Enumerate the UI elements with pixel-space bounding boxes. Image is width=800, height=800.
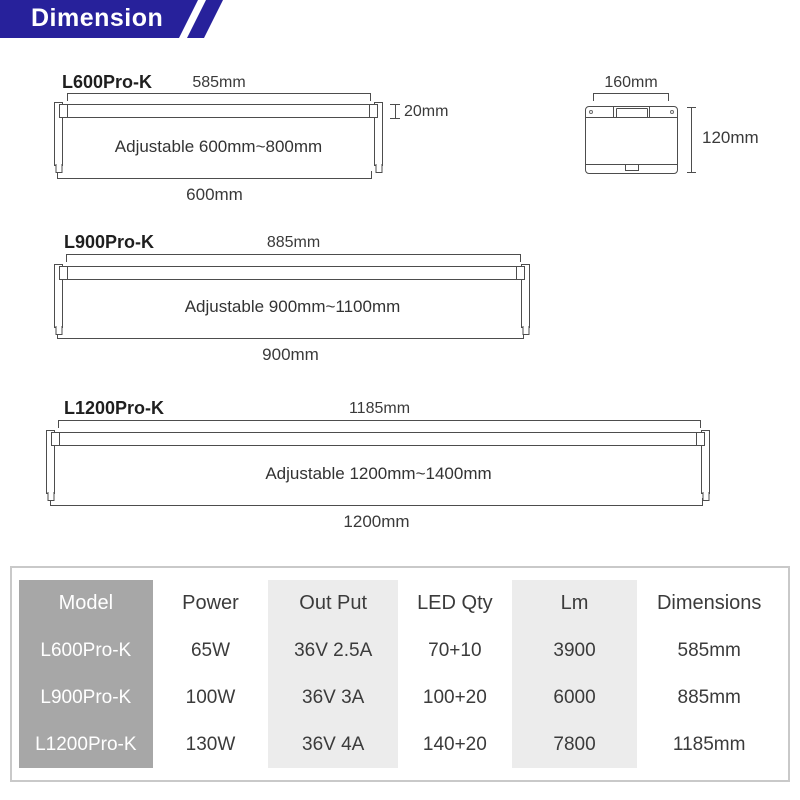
height-marker [390,104,400,119]
side-height-dimension-line [691,107,692,173]
page-title: Dimension [31,4,164,32]
table-cell-lm: 3900 [512,627,638,674]
table-header-model: Model [19,580,153,627]
model-label: L900Pro-K [64,232,155,252]
bottom-dimension-line [57,178,372,179]
table-cell-power: 65W [190,639,231,661]
table-cell-dimensions: 1185mm [672,733,746,755]
table-header-led-qty: LED Qty [417,592,493,614]
side-view-top-strip [586,107,677,118]
adjustable-range-label: Adjustable 1200mm~1400mm [265,464,492,483]
body-length-label: 1185mm [348,400,411,417]
side-view-bottom-strip [586,164,677,173]
table-cell-power: 130W [185,733,236,755]
table-cell-led-qty: 100+20 [422,686,487,708]
side-height-label: 120mm [702,128,759,147]
table-header-power: Power [182,592,239,614]
body-length-label: 885mm [266,234,321,251]
outer-length-label: 900mm [262,345,319,364]
table-cell-output: 36V 2.5A [268,627,398,674]
adjustable-range-label: Adjustable 600mm~800mm [114,137,323,156]
table-cell-model: L600Pro-K [19,627,153,674]
outer-length-label: 1200mm [343,512,410,531]
outer-length-label: 600mm [186,185,243,204]
table-cell-dimensions: 585mm [677,639,741,661]
top-dimension-line [66,254,521,255]
adjustable-range-label: Adjustable 900mm~1100mm [184,297,401,316]
body-length-label: 585mm [192,74,246,91]
lamp-body [59,266,525,280]
table-cell-output: 36V 4A [268,721,398,768]
table-cell-model: L1200Pro-K [19,721,153,768]
table-cell-power: 100W [185,686,236,708]
table-cell-led-qty: 140+20 [422,733,487,755]
bottom-dimension-line [57,338,524,339]
screw-hole-left [589,110,593,114]
spec-table-grid [19,580,781,768]
top-dimension-line [58,420,701,421]
side-view-body [585,106,678,174]
screw-hole-right [670,110,674,114]
height-label: 20mm [404,103,449,120]
model-label: L1200Pro-K [64,398,165,418]
table-header-output: Out Put [268,580,398,627]
model-label: L600Pro-K [62,72,153,92]
table-cell-model: L900Pro-K [19,674,153,721]
top-dimension-line [67,93,371,94]
spec-table [10,566,790,782]
side-width-dimension-line [593,93,669,94]
table-cell-output: 36V 3A [268,674,398,721]
table-cell-lm: 7800 [512,721,638,768]
table-cell-lm: 6000 [512,674,638,721]
side-view-top-mount [616,108,648,118]
lamp-body [59,104,378,118]
table-cell-dimensions: 885mm [677,686,741,708]
bottom-dimension-line [50,505,703,506]
table-header-lm: Lm [512,580,638,627]
side-width-label: 160mm [604,74,658,91]
table-header-dimensions: Dimensions [656,592,762,614]
table-cell-led-qty: 70+10 [428,639,482,661]
lamp-body [51,432,705,446]
